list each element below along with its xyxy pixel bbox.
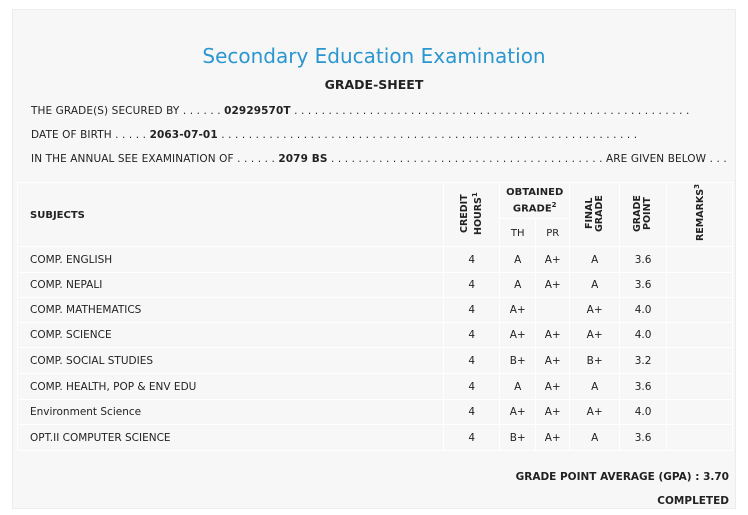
pr-cell: A+ — [536, 323, 570, 348]
final-grade-cell: A+ — [570, 400, 620, 425]
pr-cell: A+ — [536, 374, 570, 400]
grade-point-cell: 3.2 — [620, 348, 667, 374]
page-subtitle: GRADE-SHEET — [324, 77, 424, 92]
credit-cell: 4 — [444, 323, 500, 348]
subject-cell: COMP. NEPALI — [18, 273, 444, 298]
header-obtained-grade: OBTAINED GRADE$^2$ — [500, 183, 570, 219]
remarks-cell — [667, 400, 733, 425]
final-grade-cell: A+ — [570, 323, 620, 348]
subject-cell: COMP. HEALTH, POP & ENV EDU — [18, 374, 444, 400]
header-final-grade: FINAL GRADE — [570, 183, 620, 247]
remarks-cell — [667, 298, 733, 323]
secured-label: THE GRADE(S) SECURED BY . . . . . . — [31, 105, 221, 117]
exam-label: IN THE ANNUAL SEE EXAMINATION OF . . . . . . — [31, 153, 275, 165]
pr-cell — [536, 298, 570, 323]
table-row — [18, 348, 733, 374]
grade-point-cell: 3.6 — [620, 425, 667, 451]
table-row — [18, 323, 733, 348]
table-row — [18, 247, 733, 273]
pr-cell: A+ — [536, 247, 570, 273]
th-cell: B+ — [500, 348, 536, 374]
th-cell: A+ — [500, 298, 536, 323]
remarks-cell — [667, 348, 733, 374]
remarks-cell — [667, 247, 733, 273]
final-grade-cell: A+ — [570, 298, 620, 323]
final-grade-cell: A — [570, 247, 620, 273]
final-grade-cell: A — [570, 374, 620, 400]
gpa-value: 3.70 — [703, 471, 729, 483]
credit-cell: 4 — [444, 425, 500, 451]
header-grade-point: GRADE POINT — [620, 183, 667, 247]
grade-point-cell: 4.0 — [620, 323, 667, 348]
final-grade-cell: A — [570, 273, 620, 298]
table-row — [18, 400, 733, 425]
grade-point-cell: 3.6 — [620, 247, 667, 273]
credit-cell: 4 — [444, 374, 500, 400]
secured-dots: . . . . . . . . . . . . . . . . . . . . . . . . . . . . . . . . . . . . . . . . . . . . . . . . . . . . . . . . . . — [294, 105, 690, 117]
subject-cell: COMP. SCIENCE — [18, 323, 444, 348]
header-remarks: REMARKS$^3$ — [667, 183, 733, 247]
date-of-birth: 2063-07-01 — [149, 129, 218, 141]
table-row — [18, 374, 733, 400]
pr-cell: A+ — [536, 348, 570, 374]
th-cell: A+ — [500, 400, 536, 425]
grade-point-cell: 4.0 — [620, 400, 667, 425]
final-grade-cell: B+ — [570, 348, 620, 374]
gpa-line — [516, 471, 729, 483]
exam-line — [31, 153, 727, 165]
dob-line — [31, 129, 637, 141]
status-text: COMPLETED — [657, 495, 729, 507]
grade-sheet — [12, 9, 736, 509]
table-row — [18, 273, 733, 298]
subject-cell: COMP. ENGLISH — [18, 247, 444, 273]
credit-cell: 4 — [444, 400, 500, 425]
subject-cell: OPT.II COMPUTER SCIENCE — [18, 425, 444, 451]
remarks-cell — [667, 323, 733, 348]
th-cell: A — [500, 374, 536, 400]
credit-cell: 4 — [444, 298, 500, 323]
exam-tail: ARE GIVEN BELOW . . . — [606, 153, 727, 165]
page-title: Secondary Education Examination — [202, 44, 546, 68]
th-cell: B+ — [500, 425, 536, 451]
th-cell: A — [500, 273, 536, 298]
credit-cell: 4 — [444, 273, 500, 298]
th-cell: A+ — [500, 323, 536, 348]
table-row — [18, 425, 733, 451]
final-grade-cell: A — [570, 425, 620, 451]
secured-by-line — [31, 105, 689, 117]
exam-year: 2079 BS — [278, 153, 328, 165]
grades-table — [17, 182, 733, 451]
table-row — [18, 298, 733, 323]
exam-dots: . . . . . . . . . . . . . . . . . . . . . . . . . . . . . . . . . . . . . . . . — [330, 153, 603, 165]
subject-cell: Environment Science — [18, 400, 444, 425]
pr-cell: A+ — [536, 273, 570, 298]
remarks-cell — [667, 273, 733, 298]
subject-cell: COMP. MATHEMATICS — [18, 298, 444, 323]
grade-point-cell: 3.6 — [620, 374, 667, 400]
credit-cell: 4 — [444, 247, 500, 273]
header-pr: PR — [536, 219, 570, 247]
grade-point-cell: 3.6 — [620, 273, 667, 298]
subject-cell: COMP. SOCIAL STUDIES — [18, 348, 444, 374]
pr-cell: A+ — [536, 400, 570, 425]
remarks-cell — [667, 425, 733, 451]
dob-dots: . . . . . . . . . . . . . . . . . . . . . . . . . . . . . . . . . . . . . . . . . . . . . . . . . . . . . . . . . . . . . — [221, 129, 638, 141]
symbol-number: 02929570T — [224, 105, 291, 117]
grade-point-cell: 4.0 — [620, 298, 667, 323]
header-credit-hours: CREDIT HOURS$^1$ — [444, 183, 500, 247]
dob-label: DATE OF BIRTH . . . . . — [31, 129, 147, 141]
pr-cell: A+ — [536, 425, 570, 451]
header-th: TH — [500, 219, 536, 247]
credit-cell: 4 — [444, 348, 500, 374]
gpa-label: GRADE POINT AVERAGE (GPA) : — [515, 471, 700, 483]
remarks-cell — [667, 374, 733, 400]
header-subjects: SUBJECTS — [18, 183, 444, 247]
th-cell: A — [500, 247, 536, 273]
